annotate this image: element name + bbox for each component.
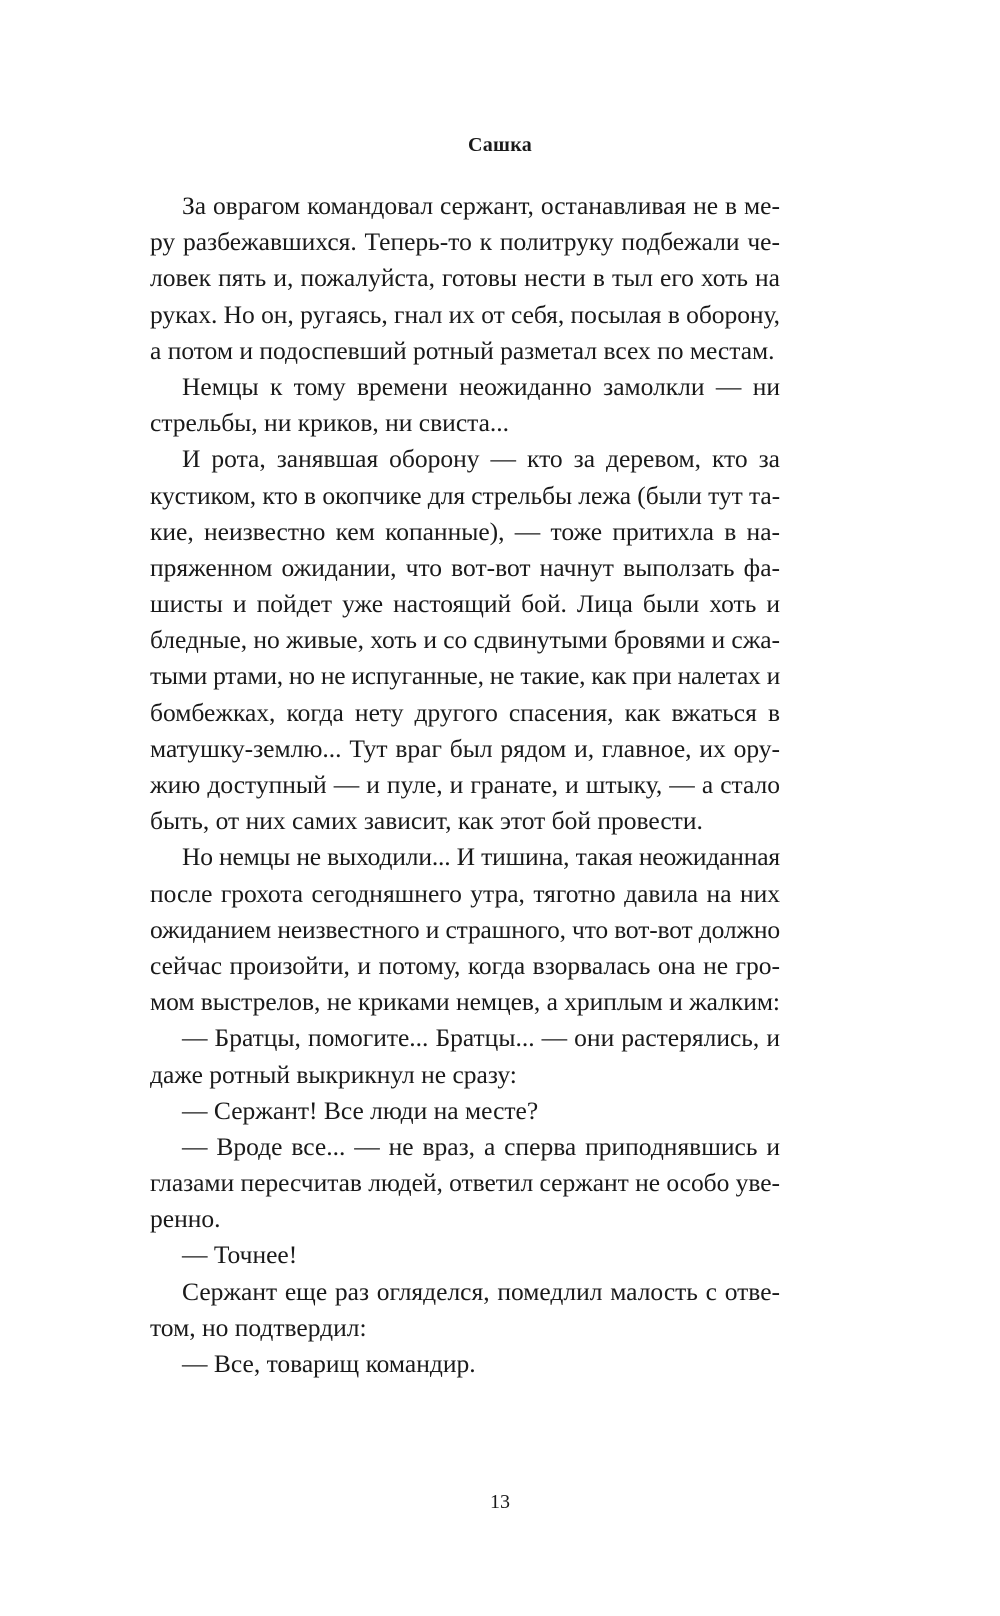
text-line: тыми ртами, но не испуганные, не такие, как при налетах и [150, 661, 780, 691]
text-line: даже ротный выкрикнул не сразу: [150, 1059, 517, 1089]
text-line: сейчас произойти, и потому, когда взорвалась она не гро- [150, 950, 780, 980]
text-line: ловек пять и, пожалуйста, готовы нести в тыл его хоть на [150, 263, 780, 293]
text-line: руках. Но он, ругаясь, гнал их от себя, посылая в оборону, [150, 299, 780, 329]
text-line: — Братцы, помогите... Братцы... — они растерялись, и [182, 1023, 780, 1053]
text-line: после грохота сегодняшнего утра, тяготно давила на них [150, 878, 780, 908]
text-line: мом выстрелов, не криками немцев, а хриплым и жалким: [150, 987, 780, 1017]
text-line: жию доступный — и пуле, и гранате, и штыку, — а стало [150, 770, 780, 799]
text-line: быть, от них самих зависит, как этот бой провести. [150, 806, 703, 836]
text-line: бледные, но живые, хоть и со сдвинутыми бровями и сжа- [150, 625, 780, 655]
text-line: ожиданием неизвестного и страшного, что вот-вот должно [150, 914, 780, 944]
text-line: а потом и подоспевший ротный разметал всех по местам. [150, 335, 775, 365]
text-line: шисты и пойдет уже настоящий бой. Лица были хоть и [150, 589, 780, 619]
running-head: Сашка [467, 134, 533, 156]
text-line: ренно. [150, 1204, 221, 1234]
text-line: Но немцы не выходили... И тишина, такая неожиданная [182, 842, 780, 872]
text-line: глазами пересчитав людей, ответил сержант не особо уве- [150, 1168, 780, 1198]
text-line: И рота, занявшая оборону — кто за деревом, кто за [182, 444, 780, 474]
text-line: пряженном ожидании, что вот-вот начнут выползать фа- [150, 552, 780, 582]
text-line: стрельбы, ни криков, ни свиста... [150, 408, 510, 438]
page-number: 13 [490, 1491, 510, 1513]
text-line: бомбежках, когда нету другого спасения, как вжаться в [150, 697, 780, 727]
text-line: кустиком, кто в окопчике для стрельбы лежа (были тут та- [150, 480, 780, 510]
text-line: — Сержант! Все люди на месте? [182, 1095, 539, 1125]
text-line: кие, неизвестно кем копанные), — тоже притихла в на- [150, 516, 780, 546]
text-line: том, но подтвердил: [150, 1312, 367, 1342]
text-line: Немцы к тому времени неожиданно замолкли — ни [182, 371, 780, 401]
text-line: ру разбежавшихся. Теперь-то к политруку подбежали че- [150, 227, 780, 257]
text-line: Сержант еще раз огляделся, помедлил малость с отве- [182, 1276, 780, 1306]
text-line: — Все, товарищ командир. [182, 1349, 476, 1378]
text-line: — Точнее! [182, 1240, 298, 1270]
body-text [150, 188, 780, 1382]
text-line: За оврагом командовал сержант, останавливая не в ме- [182, 191, 780, 220]
text-line: матушку-землю... Тут враг был рядом и, главное, их ору- [150, 733, 780, 763]
text-line: — Вроде все... — не враз, а сперва приподнявшись и [182, 1131, 780, 1161]
